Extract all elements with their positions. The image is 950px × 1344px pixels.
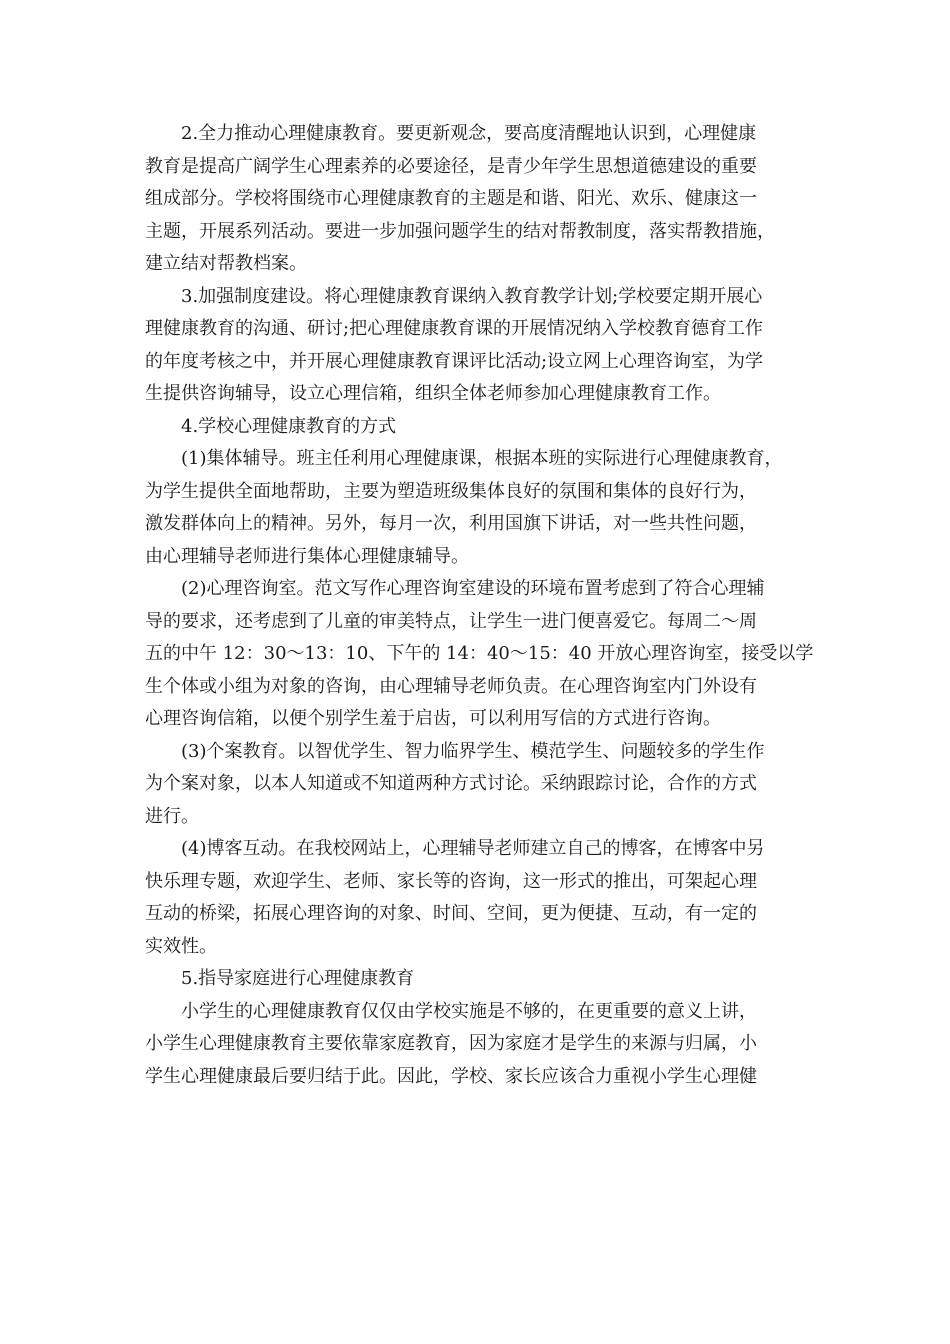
text-line: 导的要求，还考虑到了儿童的审美特点，让学生一进门便喜爱它。每周二～周 [145, 610, 757, 632]
text-line: 生个体或小组为对象的咨询，由心理辅导老师负责。在心理咨询室内门外设有 [145, 675, 757, 697]
text-line: 心理咨询信箱，以便个别学生羞于启齿，可以利用写信的方式进行咨询。 [145, 708, 721, 729]
paragraph-family-education [145, 996, 810, 1094]
paragraph-system-building [145, 281, 810, 411]
heading-education-methods [145, 411, 810, 444]
text-line: (4)博客互动。在我校网站上，心理辅导老师建立自己的博客，在博客中另 [181, 838, 765, 859]
text-line: 主题，开展系列活动。要进一步加强问题学生的结对帮教制度，落实帮教措施， [145, 220, 775, 242]
text-line: 为学生提供全面地帮助，主要为塑造班级集体良好的氛围和集体的良好行为， [145, 480, 757, 502]
text-line: 小学生心理健康教育主要依靠家庭教育，因为家庭才是学生的来源与归属，小 [145, 1033, 757, 1054]
paragraph-counseling-room [145, 573, 814, 736]
text-line: 激发群体向上的精神。另外，每月一次，利用国旗下讲话，对一些共性问题， [145, 513, 757, 534]
text-line: 实效性。 [145, 935, 217, 957]
text-line: 5.指导家庭进行心理健康教育 [181, 968, 415, 989]
text-line: 2.全力推动心理健康教育。要更新观念，要高度清醒地认识到，心理健康 [181, 123, 757, 144]
paragraph-mental-health-promotion [145, 118, 810, 281]
text-line: 教育是提高广阔学生心理素养的必要途径，是青少年学生思想道德建设的重要 [145, 155, 757, 177]
text-line: 学生心理健康最后要归结于此。因此，学校、家长应该合力重视小学生心理健 [145, 1065, 757, 1087]
text-line: 建立结对帮教档案。 [145, 253, 307, 274]
text-line: (1)集体辅导。班主任利用心理健康课，根据本班的实际进行心理健康教育， [181, 448, 783, 469]
text-line: (2)心理咨询室。范文写作心理咨询室建设的环境布置考虑到了符合心理辅 [181, 578, 765, 599]
heading-family-guidance [145, 963, 810, 996]
text-line: 生提供咨询辅导，设立心理信箱，组织全体老师参加心理健康教育工作。 [145, 383, 721, 404]
paragraph-blog-interaction [145, 833, 810, 963]
text-line: (3)个案教育。以智优学生、智力临界学生、模范学生、问题较多的学生作 [181, 740, 765, 762]
text-line: 的年度考核之中，并开展心理健康教育课评比活动;设立网上心理咨询室，为学 [145, 350, 764, 372]
paragraph-case-education [145, 736, 810, 834]
text-line: 快乐理专题，欢迎学生、老师、家长等的咨询，这一形式的推出，可架起心理 [145, 870, 757, 892]
text-line: 组成部分。学校将围绕市心理健康教育的主题是和谐、阳光、欢乐、健康这一 [145, 188, 757, 209]
text-line: 理健康教育的沟通、研讨;把心理健康教育课的开展情况纳入学校教育德育工作 [145, 318, 764, 339]
text-line: 为个案对象，以本人知道或不知道两种方式讨论。采纳跟踪讨论，合作的方式 [145, 773, 757, 794]
document-body [145, 118, 814, 1093]
text-line: 互动的桥梁，拓展心理咨询的对象、时间、空间，更为便捷、互动，有一定的 [145, 903, 757, 924]
text-line: 由心理辅导老师进行集体心理健康辅导。 [145, 545, 469, 567]
text-line: 进行。 [145, 805, 199, 827]
text-line: 4.学校心理健康教育的方式 [181, 415, 397, 437]
text-line: 五的中午 12：30～13：10、下午的 14：40～15：40 开放心理咨询室，接受以学 [145, 643, 814, 664]
text-line: 3.加强制度建设。将心理健康教育课纳入教育教学计划;学校要定期开展心 [181, 285, 763, 307]
paragraph-group-guidance [145, 443, 810, 573]
text-line: 小学生的心理健康教育仅仅由学校实施是不够的，在更重要的意义上讲， [181, 1000, 757, 1022]
